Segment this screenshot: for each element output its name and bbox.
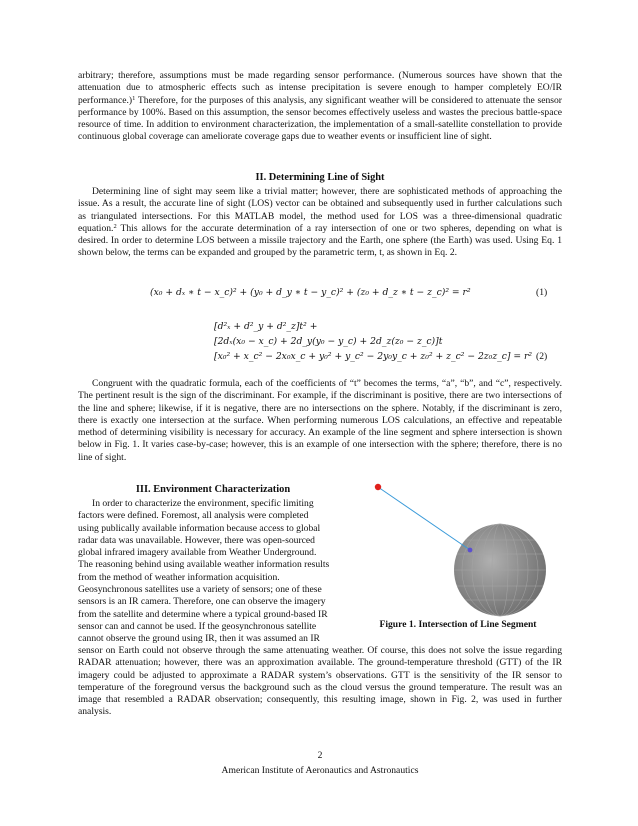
section-heading-ii: II. Determining Line of Sight — [255, 172, 385, 183]
page-number: 2 — [317, 750, 323, 761]
column-line: The reasoning behind using available weather information results — [78, 559, 330, 571]
column-line: sensors is an IR camera. Therefore, one can observe the imagery — [78, 596, 326, 608]
paragraph-los — [78, 186, 562, 260]
footer-organization: American Institute of Aeronautics and Astronautics — [221, 765, 419, 776]
figure-1-line-sphere — [356, 478, 556, 618]
footnote-ref: 2 — [113, 222, 117, 230]
equation-2-line-2: [2dₓ(x₀ − x_c) + 2d_y(y₀ − y_c) + 2d_z(z₀ − z_c)]t — [214, 336, 443, 347]
paragraph-environment-column — [78, 498, 348, 646]
intersection-point — [468, 548, 473, 553]
equation-2-line-3: [x₀² + x_c² − 2x₀x_c + y₀² + y_c² − 2y₀y_c + z₀² + z_c² − 2z₀z_c] = r² — [214, 351, 533, 362]
column-line: Geosynchronous satellites use a variety of sensors; one of these — [78, 584, 322, 596]
column-line: from the method of weather information acquisition. — [78, 571, 280, 583]
column-line: sensor can and cannot be used. If the geosynchronous satellite — [78, 620, 317, 632]
column-line: global infrared imagery available from Weather Underground. — [78, 547, 317, 559]
equation-2-number: (2) — [536, 351, 548, 362]
paragraph-text: Therefore, for the purposes of this analysis, any significant weather will be considered to attenuate the sensor performance by 100%. Based on this assumption, the sensor becomes effectively useless and wastes the precious battle-space resource of time. In addition to environment characterization, the implementation of a small-satellite constellation to provide continuous global coverage can ameliorate coverage gaps due to weather events or insufficient line of sight. — [78, 94, 562, 143]
equation-1-number: (1) — [536, 287, 548, 298]
equation-2-line-1: [d²ₓ + d²_y + d²_z]t² + — [214, 321, 318, 332]
footnote-ref: 1 — [132, 94, 136, 102]
paragraph-intro — [78, 70, 562, 144]
column-line: using publically available information because access to global — [78, 522, 321, 534]
column-line: radar data was unavailable. However, there was open-sourced — [78, 534, 315, 546]
column-line: In order to characterize the environment, specific limiting — [92, 498, 314, 509]
paragraph-text: arbitrary; therefore, assumptions must be made regarding sensor performance. (Numerous sources have shown that the attenuation due to atmospheric effects such as intense precipitation is severe enough to hamper completely EO/IR performance.) — [78, 70, 562, 106]
equation-1: (x₀ + dₓ ∗ t − x_c)² + (y₀ + d_y ∗ t − y_c)² + (z₀ + d_z ∗ t − z_c)² = r² — [150, 287, 471, 298]
figure-1-caption: Figure 1. Intersection of Line Segment — [379, 619, 537, 630]
paragraph-environment-rest: sensor on Earth could not observe through the same attenuating weather. Of course, this does not solve the issue regarding RADAR attenuation; however, there was an approximation available. The ground-temperature threshold (GTT) of the IR imagery could be adjusted to approximate a RADAR system’s observations. GTT is the sensitivity of the IR sensor to temperature of the foreground versus the background such as the cloud versus the ground temperature. The result was an image that resembled a RADAR observation; consequently, this resulting image, shown in Fig. 2, was used in further analysis. — [78, 645, 562, 718]
column-line: cannot observe the ground using IR, then it was assumed an IR — [78, 633, 320, 645]
line-of-sight-segment — [378, 487, 470, 550]
paragraph-text: This allows for the accurate determination of a ray intersection of one or two spheres, depending on what is desired. In order to determine LOS between a missile trajectory and the Earth, one sphere (the Earth) was used. Using Eq. 1 shown below, the terms can be expanded and grouped by the parametric term, t, as shown in Eq. 2. — [78, 222, 562, 259]
trajectory-point — [375, 484, 381, 490]
paragraph-text: Determining line of sight may seem like a trivial matter; however, there are sophisticated methods of approaching the issue. As a result, the accurate line of sight (LOS) vector can be obtained and subsequently used in further calculations such as triangulated intersections. For this MATLAB model, the method used for LOS was a three-dimensional quadratic equation. — [78, 186, 562, 234]
section-heading-iii: III. Environment Characterization — [135, 484, 291, 495]
column-line: from the satellite and determine where a typical ground-based IR — [78, 608, 328, 620]
column-line: factors were defined. Foremost, all analysis were completed — [78, 510, 309, 522]
paragraph-discriminant: Congruent with the quadratic formula, each of the coefficients of “t” becomes the terms, “a”, “b”, and “c”, respectively. The pertinent result is the sign of the discriminant. For example, if the discriminant is positive, there are two intersections of the line and sphere; likewise, if it is negative, there are no intersections on the sphere. Notably, if the discriminant is zero, there is exactly one intersection at the surface. When performing numerous LOS calculations, an effective and repeatable method of determining visibility is necessary for accuracy. An example of the line segment and sphere intersection is shown below in Fig. 1. It varies case-by-case; however, this is an example of one intersection with the sphere; therefore, there is no line of sight. — [78, 378, 562, 463]
